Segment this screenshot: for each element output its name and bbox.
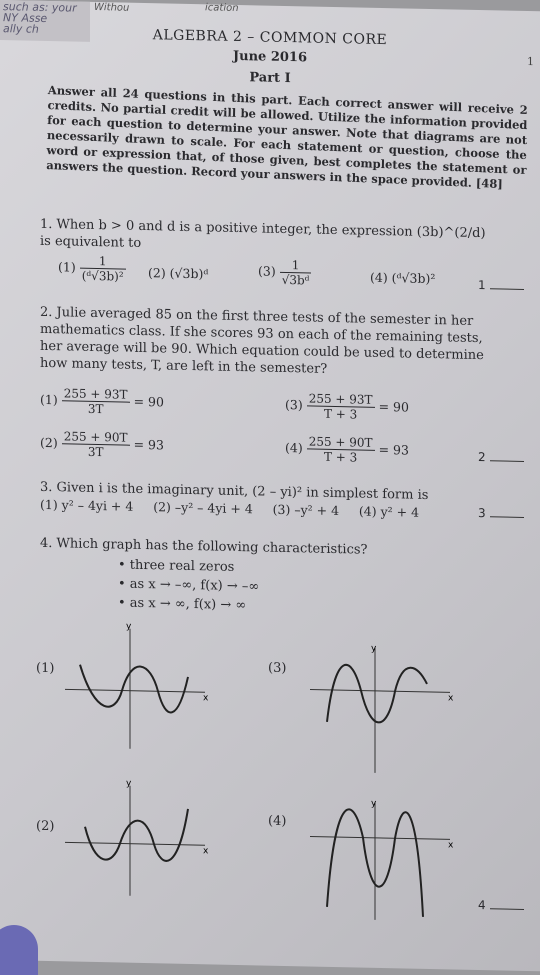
corner-line: NY Asse — [3, 11, 48, 25]
equation-rhs: = 90 — [133, 393, 164, 410]
q3-options: (1) y² – 4yi + 4 (2) –y² – 4yi + 4 (3) –y² + 4 (4) y² + 4 — [40, 496, 420, 520]
q2-option-1 — [40, 386, 164, 418]
q1-option-3 — [258, 257, 311, 287]
denominator: 3T — [87, 444, 104, 460]
question-number: 2. — [40, 304, 53, 321]
curve — [85, 807, 188, 862]
question-text: Julie averaged 85 on the first three tests of the semester in her mathematics class. If she scores 93 on each of the remaining tests, her average will be 90. Which equation could be used to determine how many tests, T, are left in the semester? — [40, 305, 484, 377]
graph-4[interactable] — [305, 796, 455, 924]
option-label: (2) — [40, 434, 58, 451]
x-axis-label: x — [448, 840, 454, 851]
graph-label-1: (1) — [36, 660, 55, 677]
fraction — [307, 391, 375, 421]
answer-number: 4 — [478, 898, 486, 913]
denominator: √3bᵈ — [281, 272, 310, 288]
q2-option-3 — [285, 391, 409, 423]
fraction — [280, 258, 312, 288]
y-axis-label: y — [126, 621, 132, 632]
question-number: 4. — [40, 535, 53, 552]
q4-answer-line[interactable] — [478, 898, 524, 913]
question-2 — [40, 304, 495, 382]
x-axis-label: x — [203, 693, 209, 704]
graph-label-4: (4) — [268, 813, 287, 829]
y-axis-label: y — [371, 798, 377, 809]
x-axis — [310, 836, 450, 839]
equation-rhs: = 93 — [378, 441, 409, 458]
q4-bullet: • three real zeros — [118, 557, 235, 575]
corner-top-right-text: ication — [205, 2, 239, 14]
graph-1[interactable] — [60, 619, 210, 752]
exam-date: June 2016 — [232, 48, 308, 66]
question-text: Which graph has the following characteristics? — [56, 536, 368, 558]
graph-label-2: (2) — [36, 818, 55, 835]
option-label: (1) — [40, 391, 58, 408]
part-instructions: Answer all 24 questions in this part. Each correct answer will receive 2 credits. No partial credit will be allowed. Utilize the information provided for each question to determine your answer. Note that diagrams are not necessarily drawn to scale. For each statement or question, choose the word or expression that, of those given, best completes the statement or answers the question. Record your answers in the space provided. [48] — [46, 83, 528, 192]
q2-answer-line[interactable] — [478, 450, 524, 465]
numerator: 1 — [280, 258, 312, 274]
question-number: 1. — [40, 216, 53, 233]
denominator: T + 3 — [323, 406, 358, 422]
answer-number: 2 — [478, 450, 486, 465]
numerator: 1 — [80, 254, 126, 270]
question-4 — [40, 535, 368, 559]
q4-bullet: • as x → ∞, f(x) → ∞ — [118, 595, 247, 614]
y-axis-label: y — [371, 643, 377, 654]
answer-number: 3 — [478, 506, 486, 521]
fraction — [62, 429, 130, 459]
graph-label-3: (3) — [268, 660, 287, 676]
curve — [80, 665, 188, 713]
equation-rhs: = 93 — [133, 436, 164, 453]
question-text: When b > 0 and d is a positive integer, the expression (3b)^(2/d) is equivalent to — [40, 217, 486, 251]
thumb — [0, 925, 38, 975]
numerator: 255 + 90T — [63, 429, 128, 445]
graph-3[interactable] — [305, 641, 455, 779]
corner-line: ally ch — [3, 22, 39, 36]
x-axis-label: x — [203, 846, 209, 857]
denominator: 3T — [87, 401, 104, 417]
fraction — [80, 254, 126, 284]
option-label: (4) — [285, 439, 303, 456]
option-label: (3) — [285, 396, 303, 413]
corner-line: such as: your — [3, 0, 77, 15]
q1-option-2: (2) (√3b)ᵈ — [148, 265, 209, 282]
q3-answer-line[interactable] — [478, 506, 524, 521]
curve — [327, 664, 427, 723]
numerator: 255 + 93T — [63, 386, 128, 402]
q2-option-4 — [285, 434, 409, 466]
equation-rhs: = 90 — [378, 398, 409, 415]
q2-option-2 — [40, 429, 164, 461]
option-label: (1) — [58, 259, 76, 275]
question-1 — [40, 216, 500, 260]
fraction — [307, 434, 375, 464]
fraction — [62, 386, 130, 416]
numerator: 255 + 90T — [308, 434, 373, 450]
denominator: (ᵈ√3b)² — [81, 268, 124, 284]
edge-mark: 1 — [527, 55, 534, 69]
x-axis — [65, 842, 205, 845]
exam-part: Part I — [249, 70, 291, 87]
x-axis-label: x — [448, 693, 454, 704]
q1-answer-line[interactable] — [478, 278, 524, 293]
graph-2[interactable] — [60, 776, 210, 899]
q4-bullet: • as x → –∞, f(x) → –∞ — [118, 576, 260, 595]
answer-number: 1 — [478, 278, 486, 293]
question-text: Given i is the imaginary unit, (2 – yi)² in simplest form is — [56, 480, 429, 503]
q1-option-4: (4) (ᵈ√3b)² — [370, 269, 436, 287]
corner-top-text: Withou — [94, 1, 130, 14]
y-axis-label: y — [126, 778, 132, 789]
denominator: T + 3 — [323, 449, 358, 465]
question-number: 3. — [40, 479, 53, 496]
option-label: (3) — [258, 263, 276, 279]
numerator: 255 + 93T — [308, 391, 373, 407]
exam-title: ALGEBRA 2 – COMMON CORE — [152, 27, 388, 49]
q1-option-1 — [58, 253, 126, 283]
